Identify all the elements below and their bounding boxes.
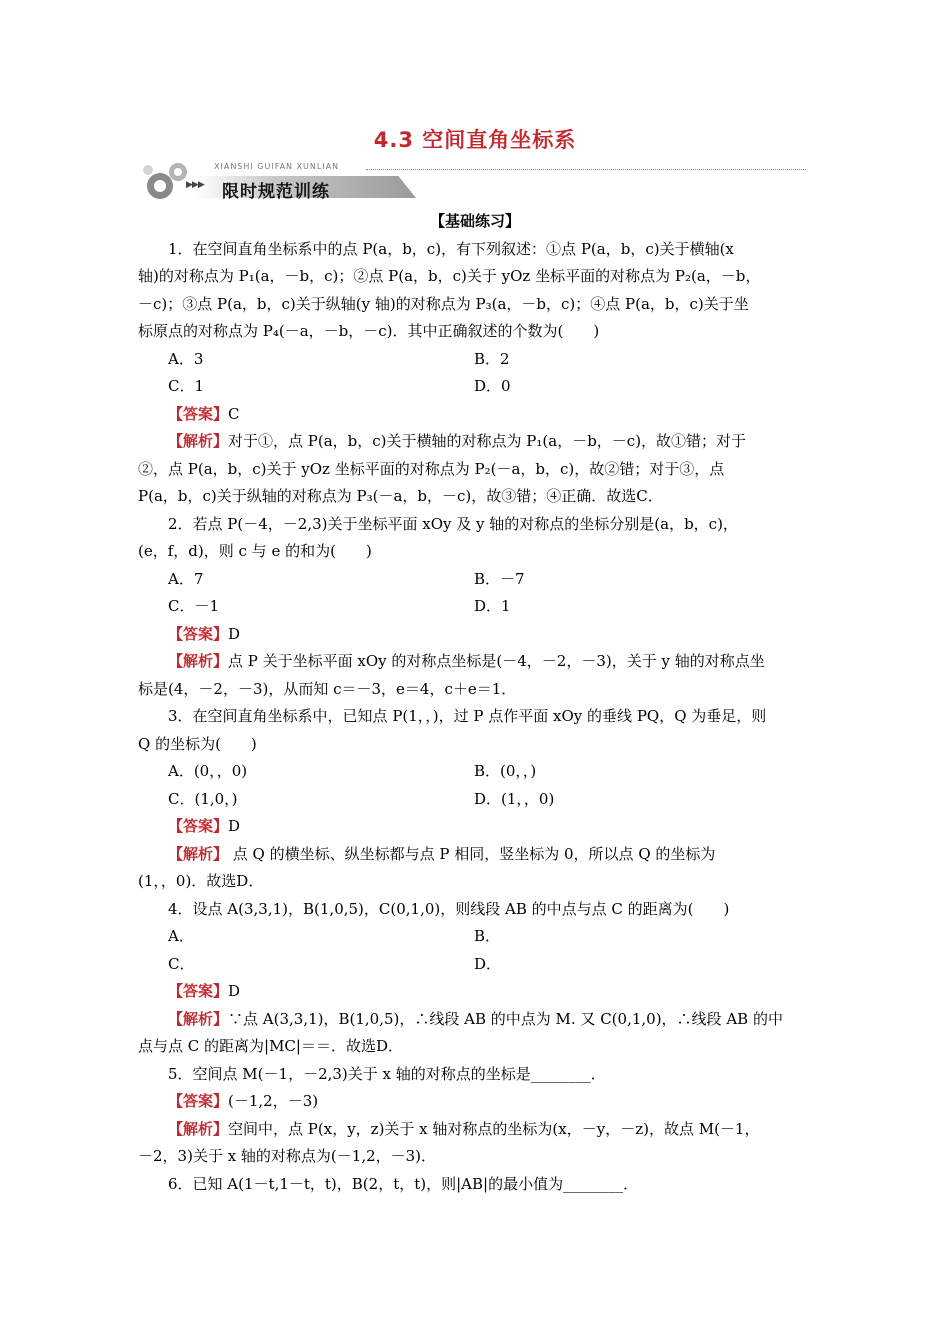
options-row: [138, 566, 812, 594]
answer-value: D: [228, 624, 241, 643]
option-d: D．1: [474, 597, 511, 615]
answer-line: [138, 978, 812, 1006]
answer-tag: 【答案】: [168, 1092, 229, 1110]
option-c: C．－1: [168, 597, 220, 615]
answer-tag: 【答案】: [168, 404, 229, 423]
option-a: A．: [168, 927, 194, 945]
question-text: (e，f，d)，则 c 与 e 的和为( ): [138, 542, 372, 560]
explain-text: (1，，0)．故选D．: [138, 872, 264, 890]
explain-text: 点 Q 的横坐标、纵坐标都与点 P 相同，竖坐标为 0，所以点 Q 的坐标为: [228, 844, 716, 863]
question-text: 标原点的对称点为 P₄(－a，－b，－c)．其中正确叙述的个数为( ): [138, 322, 600, 340]
option-b: B．(0，，): [474, 762, 537, 780]
answer-line: [138, 813, 812, 841]
explain-text: 点 P 关于坐标平面 xOy 的对称点坐标是(－4，－2，－3)，关于 y 轴的对称点坐: [228, 652, 765, 670]
option-a: A．3: [168, 349, 204, 368]
answer-value: D: [228, 817, 241, 835]
explain-text: 点与点 C 的距离为|MC|＝＝．故选D．: [138, 1037, 403, 1055]
option-b: B．－7: [474, 569, 525, 588]
question-text: －c)；③点 P(a，b，c)关于纵轴(y 轴)的对称点为 P₃(a，－b，c)；④点 P(a，b，c)关于坐: [138, 294, 749, 313]
section-banner: [138, 160, 806, 206]
arrow-icon: ▶▶▶: [186, 180, 204, 190]
question-6: [138, 1171, 812, 1199]
question-2: [138, 511, 812, 704]
option-c: C．: [168, 954, 195, 973]
explain-line: [138, 428, 812, 456]
dotted-divider: [366, 169, 806, 170]
question-1: [138, 236, 812, 511]
option-b: B．2: [474, 349, 510, 368]
question-text: 2．若点 P(－4，－2,3)关于坐标平面 xOy 及 y 轴的对称点的坐标分别是(a，b，c)，: [168, 514, 738, 533]
explain-text: ②，点 P(a，b，c)关于 yOz 坐标平面的对称点为 P₂(－a，b，c)，故②错；对于③，点: [138, 459, 725, 478]
option-c: C．1: [168, 377, 205, 395]
explain-line: [138, 1116, 812, 1144]
options-row: [138, 593, 812, 621]
question-text: 4．设点 A(3,3,1)，B(1,0,5)，C(0,1,0)，则线段 AB 的中点与点 C 的距离为( ): [168, 899, 730, 918]
option-a: A．(0，，0): [168, 762, 248, 780]
exercise-content: [138, 208, 812, 1198]
options-row: [138, 786, 812, 814]
answer-tag: 【答案】: [168, 817, 229, 835]
explain-text: P(a，b，c)关于纵轴的对称点为 P₃(－a，b，－c)，故③错；④正确．故选C．: [138, 487, 663, 505]
answer-tag: 【答案】: [168, 982, 229, 1000]
explain-tag: 【解析】: [168, 652, 229, 670]
options-row: [138, 758, 812, 786]
explain-text: 标是(4，－2，－3)，从而知 c＝－3，e＝4，c＋e＝1．: [138, 679, 517, 698]
question-5: [138, 1061, 812, 1171]
question-4: [138, 896, 812, 1061]
option-a: A．7: [168, 569, 204, 588]
explain-line: [138, 841, 812, 869]
answer-value: C: [228, 404, 240, 423]
explain-tag: 【解析】: [168, 432, 229, 450]
option-c: C．(1,0，): [168, 789, 238, 808]
question-text: Q 的坐标为( ): [138, 734, 257, 753]
explain-text: 空间中，点 P(x，y，z)关于 x 轴对称点的坐标为(x，－y，－z)，故点 M(－1，: [228, 1119, 760, 1138]
option-d: D．(1，，0): [474, 789, 555, 808]
explain-tag: 【解析】: [168, 1009, 229, 1028]
answer-line: [138, 1088, 812, 1116]
explain-text: －2，3)关于 x 轴的对称点为(－1,2，－3)．: [138, 1147, 437, 1165]
options-row: [138, 346, 812, 374]
answer-tag: 【答案】: [168, 624, 229, 643]
option-d: D．0: [474, 377, 511, 395]
explain-tag: 【解析】: [168, 1119, 229, 1138]
question-text: 轴)的对称点为 P₁(a，－b，c)；②点 P(a，b，c)关于 yOz 坐标平面的对称点为 P₂(a，－b，: [138, 267, 761, 285]
options-row: [138, 373, 812, 401]
section-heading: 【基础练习】: [429, 212, 520, 230]
explain-text: 对于①，点 P(a，b，c)关于横轴的对称点为 P₁(a，－b，－c)，故①错；对于: [228, 432, 747, 450]
explain-line: [138, 1006, 812, 1034]
options-row: [138, 923, 812, 951]
question-text: 6．已知 A(1－t,1－t，t)，B(2，t，t)，则|AB|的最小值为________．: [168, 1174, 639, 1193]
option-b: B．: [474, 927, 501, 945]
options-row: [138, 951, 812, 979]
question-text: 3．在空间直角坐标系中，已知点 P(1，，)，过 P 点作平面 xOy 的垂线 PQ，Q 为垂足，则: [168, 707, 767, 725]
answer-value: D: [228, 982, 241, 1000]
question-text: 1．在空间直角坐标系中的点 P(a，b，c)，有下列叙述：①点 P(a，b，c)关于横轴(x: [168, 239, 734, 258]
question-3: [138, 703, 812, 896]
explain-tag: 【解析】: [168, 844, 229, 863]
answer-value: (－1,2，－3): [228, 1092, 319, 1110]
answer-line: [138, 401, 812, 429]
explain-line: [138, 648, 812, 676]
explain-text: ∵点 A(3,3,1)，B(1,0,5)，∴线段 AB 的中点为 M. 又 C(0,1,0)，∴线段 AB 的中: [228, 1009, 783, 1028]
banner-label: 限时规范训练: [222, 182, 330, 202]
option-d: D．: [474, 954, 502, 973]
question-text: 5．空间点 M(－1，－2,3)关于 x 轴的对称点的坐标是________．: [168, 1064, 606, 1083]
page-title: 4.3 空间直角坐标系: [373, 128, 577, 152]
answer-line: [138, 621, 812, 649]
banner-pinyin: XIANSHI GUIFAN XUNLIAN: [214, 162, 340, 171]
